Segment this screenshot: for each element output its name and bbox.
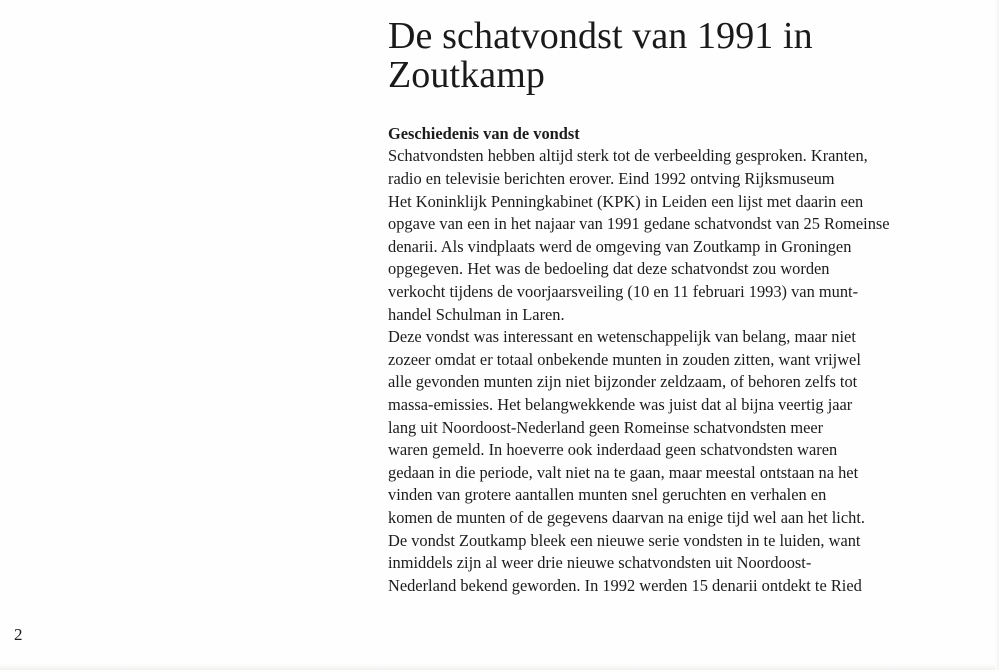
body-line: Deze vondst was interessant en wetenschappelijk van belang, maar niet: [388, 327, 856, 347]
body-line: radio en televisie berichten erover. Eind 1992 ontving Rijksmuseum: [388, 169, 835, 188]
title-line: Zoutkamp: [388, 54, 545, 96]
scan-right-edge: [995, 0, 999, 670]
body-line: opgegeven. Het was de bedoeling dat deze schatvondst zou worden: [388, 259, 830, 279]
scan-bottom-edge: [0, 664, 999, 670]
body-line: waren gemeld. In hoeverre ook inderdaad geen schatvondsten waren: [388, 440, 838, 460]
title-line: De schatvondst van 1991 in: [388, 15, 813, 57]
article-body: [388, 123, 948, 597]
body-line: denarii. Als vindplaats werd de omgeving van Zoutkamp in Groningen: [388, 236, 852, 256]
page-number: 2: [14, 625, 23, 644]
body-line: opgave van een in het najaar van 1991 gedane schatvondst van 25 Romeinse: [388, 214, 890, 234]
body-line: massa-emissies. Het belangwekkende was juist dat al bijna veertig jaar: [388, 394, 853, 414]
body-line: gedaan in die periode, valt niet na te gaan, maar meestal ontstaan na het: [388, 462, 859, 482]
body-line: Het Koninklijk Penningkabinet (KPK) in Leiden een lijst met daarin een: [388, 191, 864, 211]
page-title: [388, 17, 948, 95]
body-line: lang uit Noordoost-Nederland geen Romeinse schatvondsten meer: [388, 417, 824, 437]
body-line: inmiddels zijn al weer drie nieuwe schatvondsten uit Noordoost-: [388, 553, 812, 573]
body-line: komen de munten of de gegevens daarvan na enige tijd wel aan het licht.: [388, 507, 865, 527]
body-line: alle gevonden munten zijn niet bijzonder zeldzaam, of behoren zelfs tot: [388, 372, 858, 392]
body-line: zozeer omdat er totaal onbekende munten in zouden zitten, want vrijwel: [388, 349, 861, 369]
body-line: verkocht tijdens de voorjaarsveiling (10 en 11 februari 1993) van munt-: [388, 281, 859, 301]
section-heading: Geschiedenis van de vondst: [388, 124, 580, 143]
body-line: vinden van grotere aantallen munten snel geruchten en verhalen en: [388, 485, 827, 505]
body-line: Nederland bekend geworden. In 1992 werden 15 denarii ontdekt te Ried: [388, 575, 862, 595]
body-line: De vondst Zoutkamp bleek een nieuwe serie vondsten in te luiden, want: [388, 530, 861, 550]
body-line: handel Schulman in Laren.: [388, 304, 565, 324]
body-line: Schatvondsten hebben altijd sterk tot de verbeelding gesproken. Kranten,: [388, 146, 868, 166]
body-text: [388, 145, 948, 597]
